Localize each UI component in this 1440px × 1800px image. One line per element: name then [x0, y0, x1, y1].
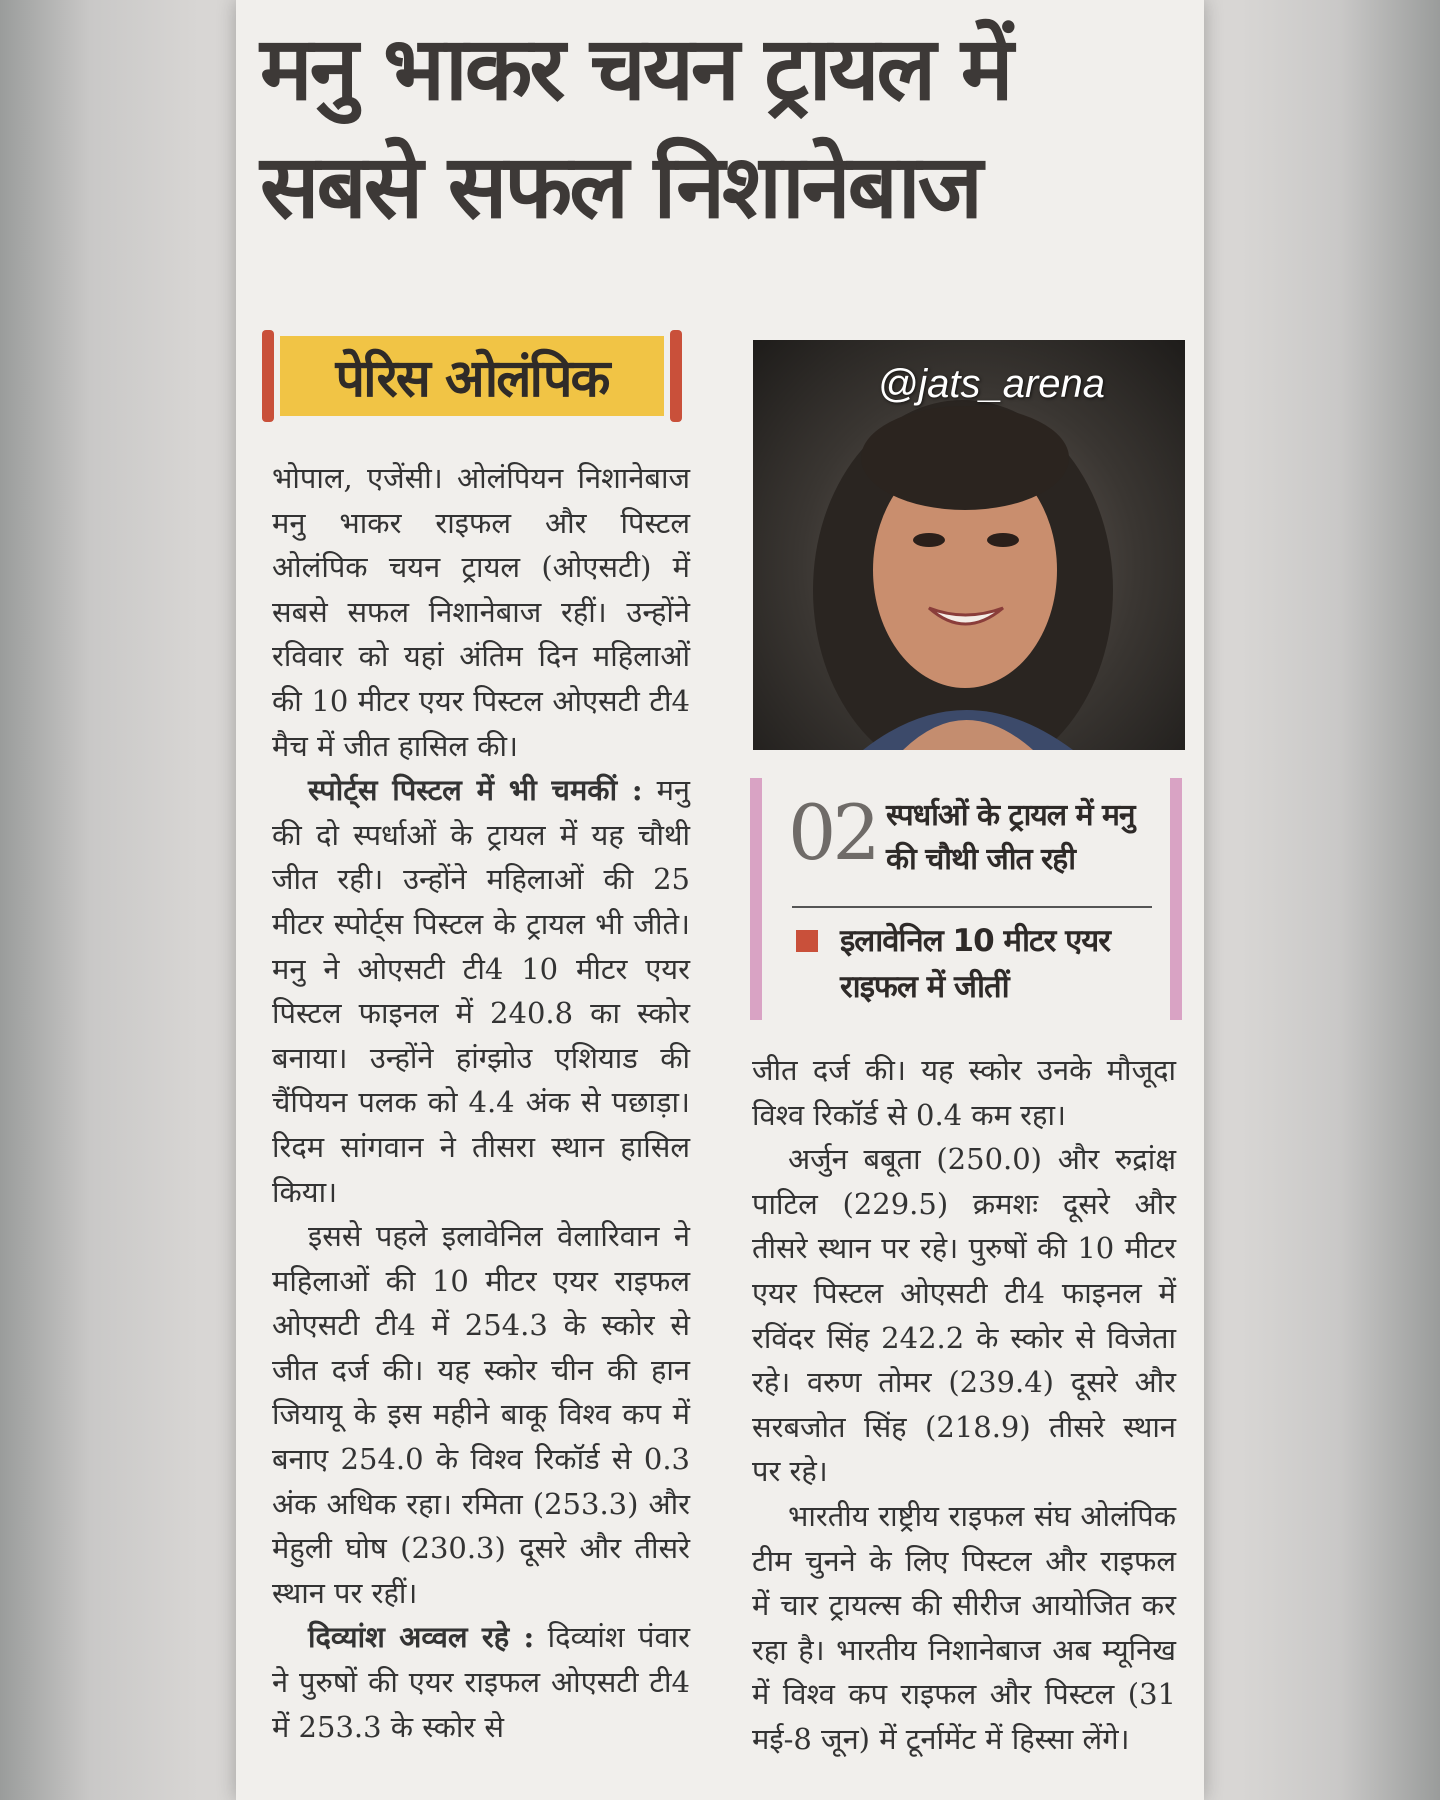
subheading: दिव्यांश अव्वल रहे :: [308, 1620, 535, 1655]
kicker-label: पेरिस ओलंपिक: [280, 336, 664, 416]
highlight-number: 02: [788, 788, 877, 877]
highlight-text: स्पर्धाओं के ट्रायल में मनु की चौथी जीत रही: [886, 798, 1135, 877]
article-column-left: [272, 456, 690, 1749]
article-lead: भोपाल, एजेंसी। ओलंपियन निशानेबाज मनु भाकर राइफल और पिस्टल ओलंपिक चयन ट्रायल (ओएसटी) में सबसे सफल निशानेबाज रहीं। उन्होंने रविवार को यहां अंतिम दिन महिलाओं की 10 मीटर एयर पिस्टल ओएसटी टी4 मैच में जीत हासिल की।: [272, 461, 690, 763]
bullet-icon: [796, 930, 818, 952]
article-paragraph: अर्जुन बबूता (250.0) और रुद्रांक्ष पाटिल (229.5) क्रमशः दूसरे और तीसरे स्थान पर रहे। पुरुषों की 10 मीटर एयर पिस्टल ओएसटी टी4 फाइनल में रविंदर सिंह 242.2 के स्कोर से विजेता रहे। वरुण तोमर (239.4) दूसरे और सरबजोत सिंह (218.9) तीसरे स्थान पर रहे।: [752, 1142, 1176, 1489]
subheading: स्पोर्ट्स पिस्टल में भी चमकीं :: [308, 773, 643, 808]
article-column-right: [752, 1048, 1176, 1762]
highlight-subtext: इलावेनिल 10 मीटर एयर राइफल में जीतीं: [840, 923, 1110, 1005]
kicker-left-bar: [262, 330, 274, 422]
kicker-right-bar: [670, 330, 682, 422]
newspaper-clipping: [236, 0, 1204, 1800]
section-kicker: [262, 330, 682, 422]
article-subsection: [272, 768, 690, 1214]
highlight-box: [750, 778, 1182, 1020]
watermark: @jats_arena: [877, 362, 1105, 406]
subsection-body: मनु की दो स्पर्धाओं के ट्रायल में यह चौथी जीत रही। उन्होंने महिलाओं की 25 मीटर स्पोर्ट्स पिस्टल के ट्रायल भी जीते। मनु ने ओएसटी टी4 10 मीटर एयर पिस्टल फाइनल में 240.8 का स्कोर बनाया। उन्होंने हांग्झोउ एशियाड की चैंपियन पलक को 4.4 अंक से पछाड़ा। रिदम सांगवान ने तीसरा स्थान हासिल किया।: [272, 773, 691, 1209]
highlight-divider: [792, 906, 1152, 908]
article-continuation: जीत दर्ज की। यह स्कोर उनके मौजूदा विश्व रिकॉर्ड से 0.4 कम रहा।: [752, 1053, 1176, 1132]
headline: मनु भाकर चयन ट्रायल में सबसे सफल निशानेबाज: [260, 17, 1011, 238]
subsection-body: दिव्यांश पंवार ने पुरुषों की एयर राइफल ओएसटी टी4 में 253.3 के स्कोर से: [272, 1620, 690, 1744]
article-paragraph: इससे पहले इलावेनिल वेलारिवान ने महिलाओं की 10 मीटर एयर राइफल ओएसटी टी4 में 254.3 के स्कोर से जीत दर्ज की। यह स्कोर चीन की हान जियायू के इस महीने बाकू विश्व कप में बनाए 254.0 के विश्व रिकॉर्ड से 0.3 अंक अधिक रहा। रमिता (253.3) और मेहुली घोष (230.3) दूसरे और तीसरे स्थान पर रहीं।: [272, 1219, 690, 1610]
article-paragraph: भारतीय राष्ट्रीय राइफल संघ ओलंपिक टीम चुनने के लिए पिस्टल और राइफल में चार ट्रायल्स की सीरीज आयोजित कर रहा है। भारतीय निशानेबाज अब म्यूनिख में विश्व कप राइफल और पिस्टल (31 मई-8 जून) में टूर्नामेंट में हिस्सा लेंगे।: [752, 1498, 1176, 1756]
athlete-photo: [753, 340, 1185, 750]
article-subsection: [272, 1615, 690, 1749]
